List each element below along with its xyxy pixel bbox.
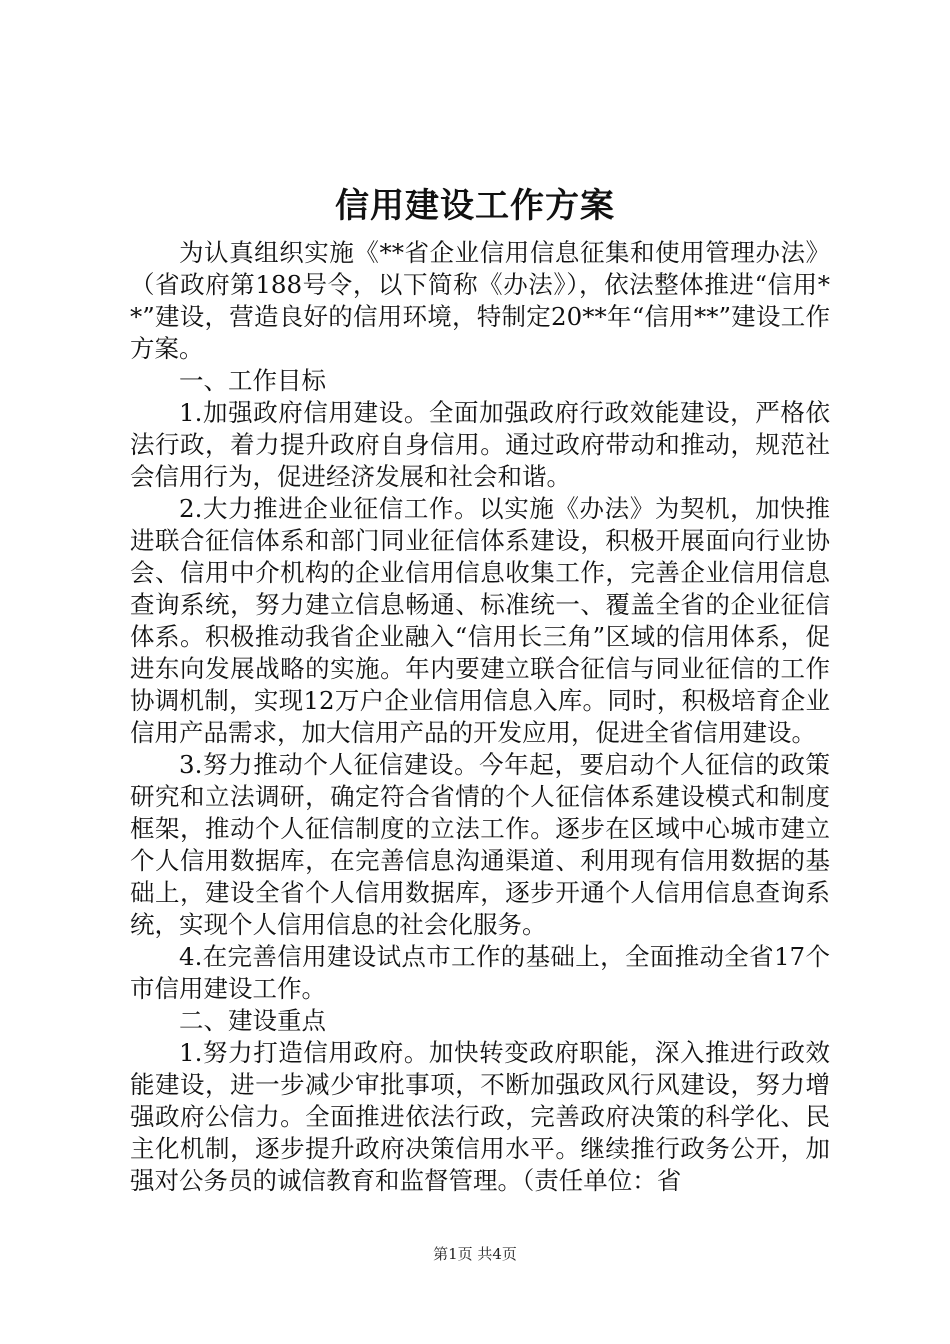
- priority-1-paragraph: 1.努力打造信用政府。加快转变政府职能，深入推进行政效能建设，进一步减少审批事项，不断加强政风行风建设，努力增强政府公信力。全面推进依法行政，完善政府决策的科学化、民主化机制，逐步提升政府决策信用水平。继续推行政务公开，加强对公务员的诚信教育和监督管理。（责任单位：省: [130, 1038, 830, 1195]
- document-body: [130, 237, 830, 1197]
- goal-2-paragraph: 2.大力推进企业征信工作。以实施《办法》为契机，加快推进联合征信体系和部门同业征信体系建设，积极开展面向行业协会、信用中介机构的企业信用信息收集工作，完善企业信用信息查询系统，努力建立信息畅通、标准统一、覆盖全省的企业征信体系。积极推动我省企业融入“信用长三角”区域的信用体系，促进东向发展战略的实施。年内要建立联合征信与同业征信的工作协调机制，实现12万户企业信用信息入库。同时，积极培育企业信用产品需求，加大信用产品的开发应用，促进全省信用建设。: [130, 494, 830, 747]
- section-heading-goals: 一、工作目标: [179, 366, 326, 395]
- document-title: 信用建设工作方案: [335, 186, 615, 226]
- goal-4-paragraph: 4.在完善信用建设试点市工作的基础上，全面推动全省17个市信用建设工作。: [130, 942, 830, 1003]
- goal-3-paragraph: 3.努力推动个人征信建设。今年起，要启动个人征信的政策研究和立法调研，确定符合省情的个人征信体系建设模式和制度框架，推动个人征信制度的立法工作。逐步在区域中心城市建立个人信用数据库，在完善信息沟通渠道、利用现有信用数据的基础上，建设全省个人信用数据库，逐步开通个人信用信息查询系统，实现个人信用信息的社会化服务。: [130, 750, 830, 939]
- intro-paragraph: 为认真组织实施《**省企业信用信息征集和使用管理办法》（省政府第188号令，以下简称《办法》），依法整体推进“信用**”建设，营造良好的信用环境，特制定20**年“信用**”建设工作方案。: [130, 238, 830, 363]
- goal-1-paragraph: 1.加强政府信用建设。全面加强政府行政效能建设，严格依法行政，着力提升政府自身信用。通过政府带动和推动，规范社会信用行为，促进经济发展和社会和谐。: [130, 398, 830, 491]
- section-heading-priorities: 二、建设重点: [179, 1006, 326, 1035]
- page-footer: 第1页 共4页: [433, 1245, 517, 1263]
